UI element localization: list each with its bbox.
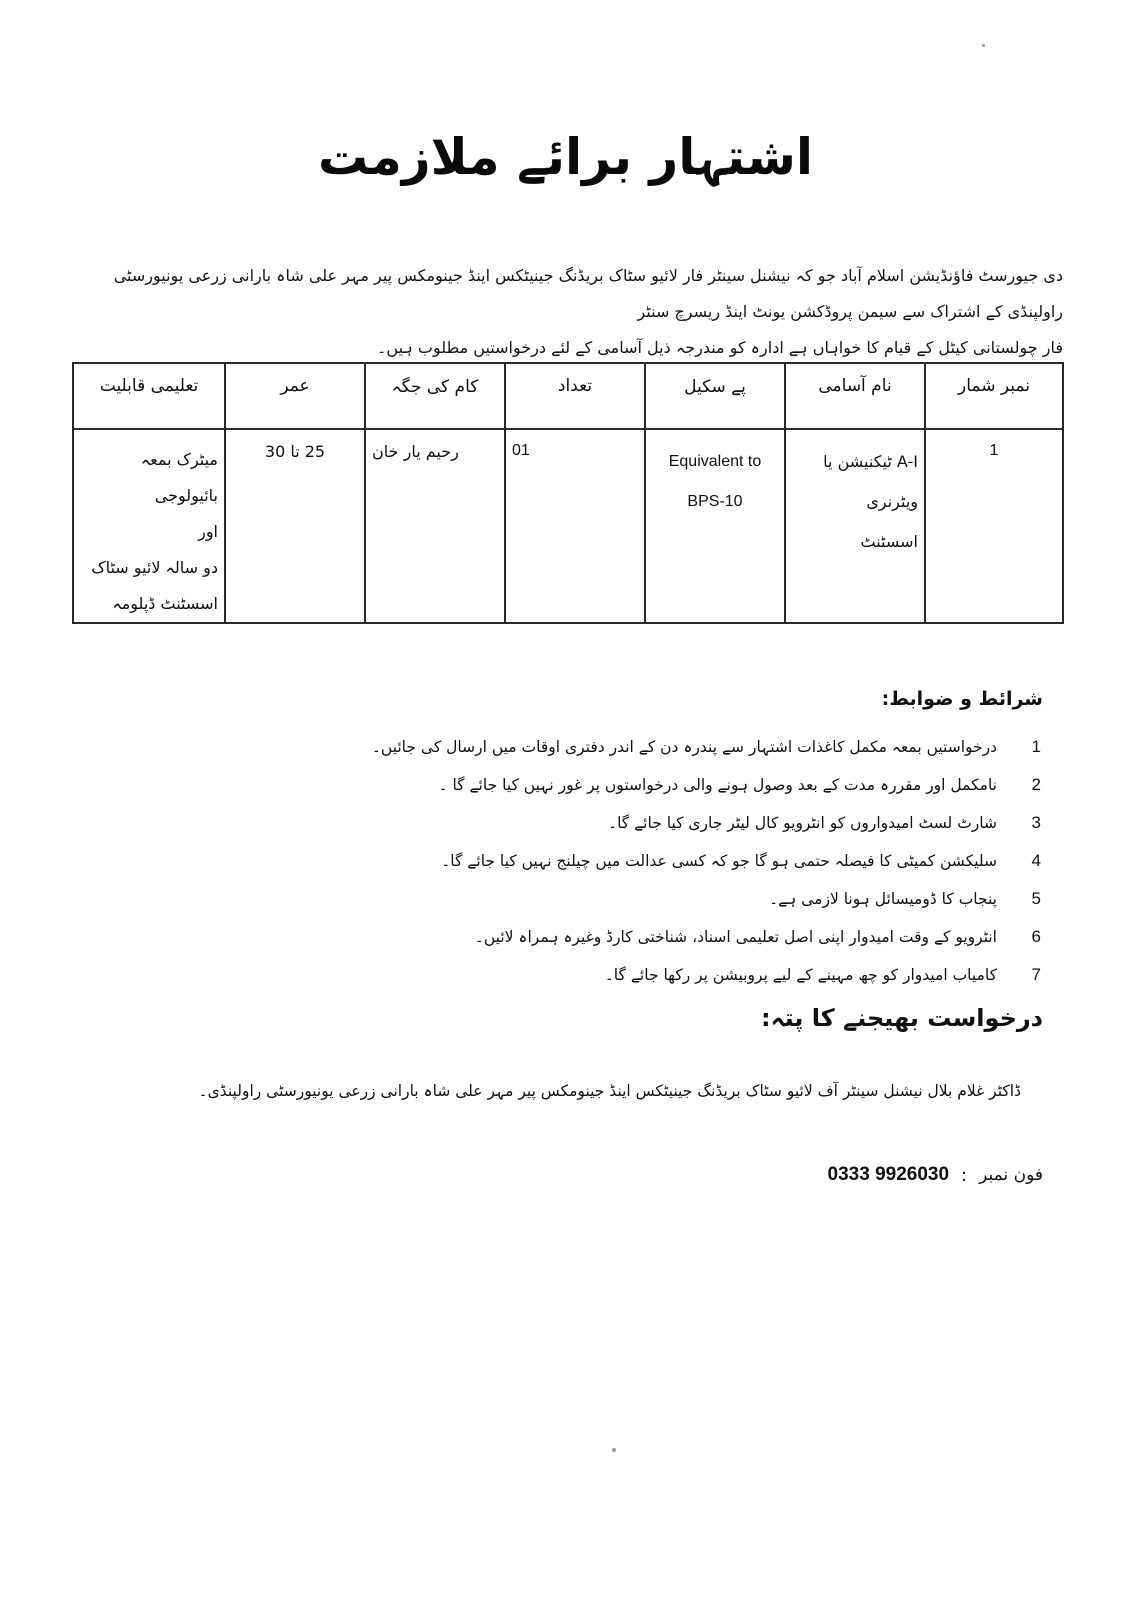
cell-scale	[645, 429, 785, 623]
terms-heading: شرائط و ضوابط:	[881, 688, 1043, 710]
cell-scale-line-1: Equivalent to	[668, 453, 762, 470]
cell-edu-line-2: اور	[198, 522, 218, 541]
cell-education	[73, 429, 225, 623]
list-item	[241, 918, 1041, 956]
phone-line	[828, 1164, 1043, 1186]
list-item	[241, 880, 1041, 918]
term-text: شارٹ لسٹ امیدواروں کو انٹرویو کال لیٹر جاری کیا جائے گا۔	[607, 814, 997, 832]
cell-edu-line-3: دو سالہ لائیو سٹاک	[91, 558, 218, 577]
term-number: 1	[1031, 737, 1041, 756]
cell-post	[785, 429, 925, 623]
term-text: پنجاب کا ڈومیسائل ہونا لازمی ہے۔	[769, 890, 997, 908]
cell-edu-line-4: اسسٹنٹ ڈپلومہ	[112, 594, 218, 613]
term-text: کامیاب امیدوار کو چھ مہینے کے لیے پروبیشن پر رکھا جائے گا۔	[604, 966, 997, 984]
cell-scale-line-2: BPS-10	[687, 493, 743, 510]
list-item	[241, 956, 1041, 994]
cell-post-line-2: اسسٹنٹ	[860, 532, 918, 551]
phone-number: 0333 9926030	[827, 1164, 950, 1185]
cell-age: 25 تا 30	[225, 429, 365, 623]
list-item	[241, 728, 1041, 766]
list-item	[241, 842, 1041, 880]
vacancy-table	[72, 362, 1064, 624]
cell-edu-line-1: میٹرک بمعہ بائیولوجی	[140, 450, 218, 505]
header-count: تعداد	[505, 363, 645, 429]
term-number: 4	[1031, 851, 1041, 870]
table-row	[73, 429, 1063, 623]
scan-speck	[612, 1448, 616, 1452]
phone-separator: :	[961, 1164, 968, 1186]
cell-place: رحیم یار خان	[365, 429, 505, 623]
term-number: 6	[1031, 927, 1041, 946]
list-item	[241, 804, 1041, 842]
term-text: انٹرویو کے وقت امیدوار اپنی اصل تعلیمی اسناد، شناختی کارڈ وغیرہ ہمراہ لائیں۔	[474, 928, 997, 946]
intro-paragraph	[78, 258, 1063, 366]
intro-line-2: فار چولستانی کیٹل کے قیام کا خواہاں ہے ادارہ کو مندرجہ ذیل آسامی کے لئے درخواستیں مطلوب ہیں۔	[377, 338, 1063, 357]
cell-serial: 1	[925, 429, 1063, 623]
page-title: اشتہار برائے ملازمت	[317, 128, 814, 186]
term-number: 3	[1031, 813, 1041, 832]
term-number: 5	[1031, 889, 1041, 908]
list-item	[241, 766, 1041, 804]
term-text: سلیکشن کمیٹی کا فیصلہ حتمی ہو گا جو کہ کسی عدالت میں چیلنج نہیں کیا جائے گا۔	[441, 852, 997, 870]
address-text: ڈاکٹر غلام بلال نیشنل سینٹر آف لائیو سٹاک بریڈنگ جینیٹکس اینڈ جینومکس پیر مہر علی شاہ بارانی زرعی یونیورسٹی راولپنڈی۔	[198, 1082, 1021, 1100]
header-scale: پے سکیل	[645, 363, 785, 429]
header-post: نام آسامی	[785, 363, 925, 429]
terms-list	[241, 728, 1041, 994]
address-heading: درخواست بھیجنے کا پتہ:	[760, 1004, 1043, 1032]
cell-count: 01	[505, 429, 645, 623]
intro-line-1: دی جیورسٹ فاؤنڈیشن اسلام آباد جو کہ نیشنل سینٹر فار لائیو سٹاک بریڈنگ جینیٹکس اینڈ جینومکس پیر مہر علی شاہ بارانی زرعی یونیورسٹی راولپنڈی کے اشتراک سے سیمن پروڈکشن یونٹ اینڈ ریسرچ سنٹر	[113, 266, 1063, 321]
term-number: 7	[1031, 965, 1041, 984]
term-text: درخواستیں بمعہ مکمل کاغذات اشتہار سے پندرہ دن کے اندر دفتری اوقات میں ارسال کی جائیں۔	[371, 738, 997, 756]
header-serial: نمبر شمار	[925, 363, 1063, 429]
scan-speck	[982, 44, 985, 47]
cell-post-line-1: A-I ٹیکنیشن یا ویٹرنری	[823, 452, 918, 511]
term-text: نامکمل اور مقررہ مدت کے بعد وصول ہونے والی درخواستوں پر غور نہیں کیا جائے گا ۔	[438, 776, 997, 794]
table-header-row	[73, 363, 1063, 429]
header-education: تعلیمی قابلیت	[73, 363, 225, 429]
term-number: 2	[1031, 775, 1041, 794]
phone-label: فون نمبر	[979, 1165, 1043, 1185]
header-place: کام کی جگہ	[365, 363, 505, 429]
header-age: عمر	[225, 363, 365, 429]
